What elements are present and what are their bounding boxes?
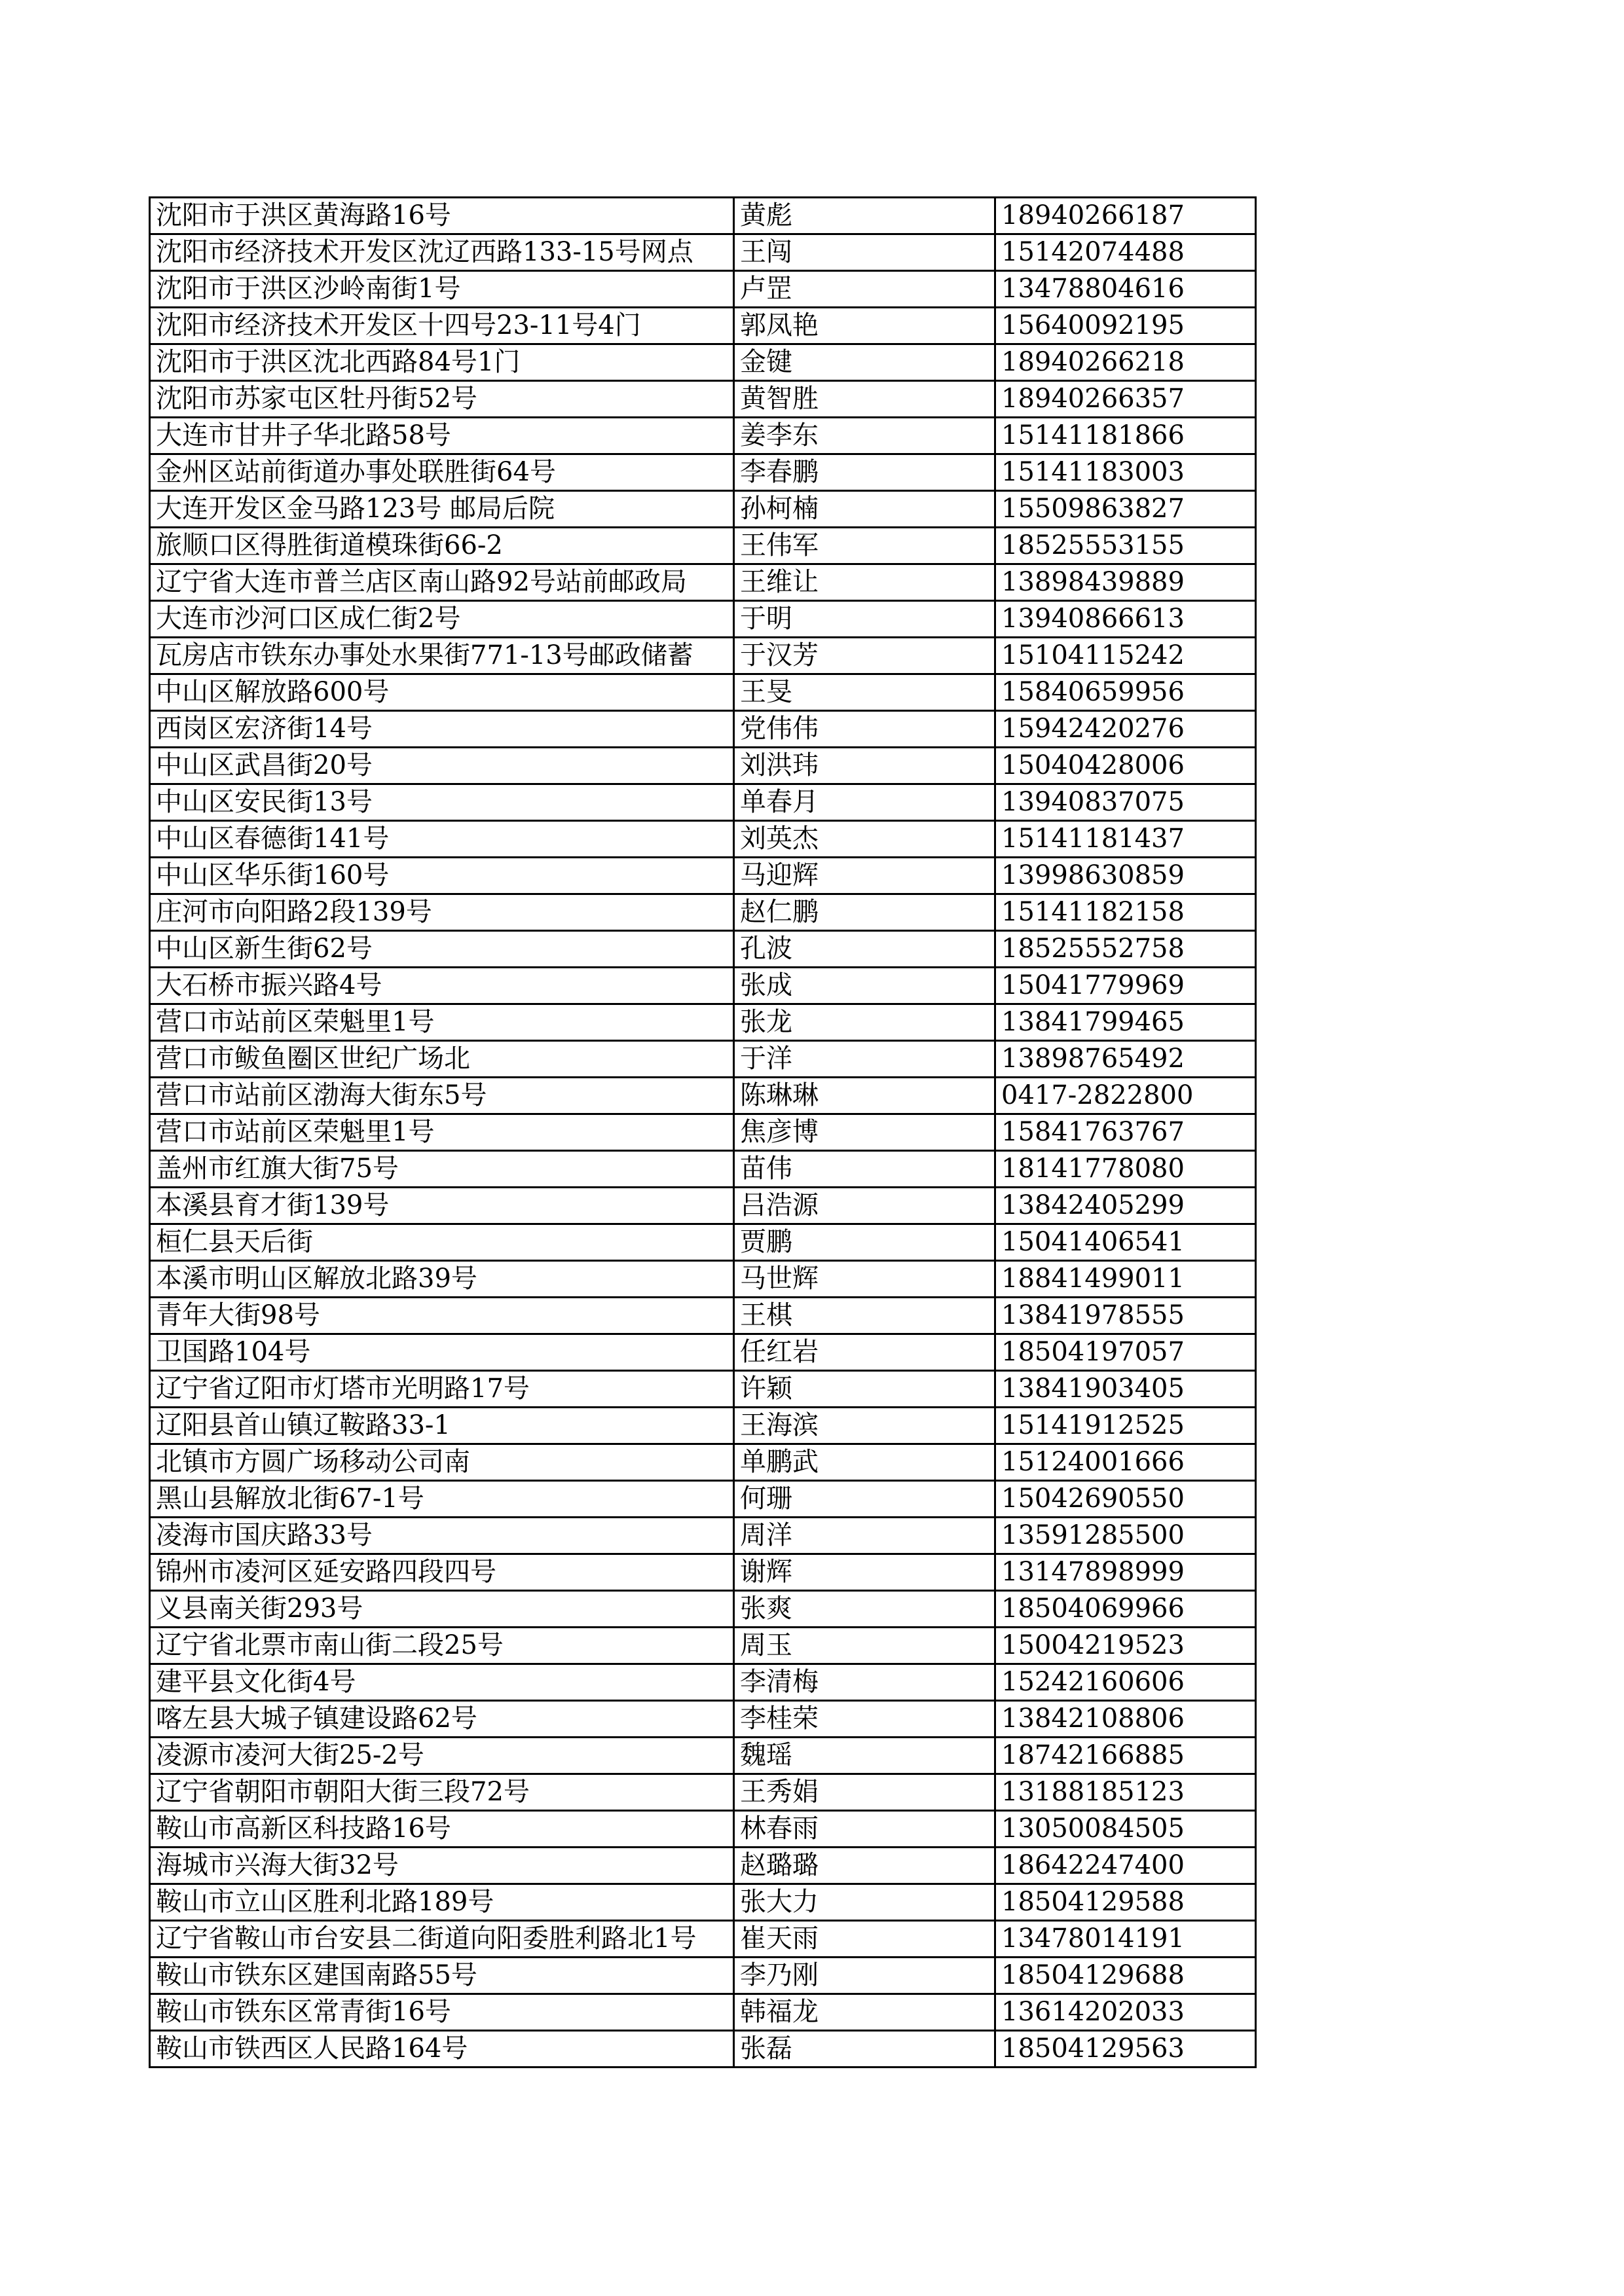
table-row (150, 381, 1256, 418)
phone-cell: 15141181437 (995, 821, 1256, 858)
phone-cell: 15040428006 (995, 748, 1256, 784)
table-row (150, 1701, 1256, 1738)
address-cell: 大石桥市振兴路4号 (150, 968, 734, 1004)
name-cell: 单鹏武 (734, 1444, 995, 1481)
phone-cell: 15242160606 (995, 1664, 1256, 1701)
name-cell: 周洋 (734, 1518, 995, 1554)
table-row (150, 2031, 1256, 2068)
table-row (150, 1151, 1256, 1188)
name-cell: 张大力 (734, 1884, 995, 1921)
phone-cell: 13998630859 (995, 858, 1256, 894)
address-cell: 沈阳市苏家屯区牡丹街52号 (150, 381, 734, 418)
contact-table (149, 196, 1257, 2068)
phone-cell: 13898765492 (995, 1041, 1256, 1078)
name-cell: 于洋 (734, 1041, 995, 1078)
name-cell: 李清梅 (734, 1664, 995, 1701)
phone-cell: 18742166885 (995, 1738, 1256, 1774)
table-row (150, 1628, 1256, 1664)
address-cell: 鞍山市高新区科技路16号 (150, 1811, 734, 1848)
name-cell: 崔天雨 (734, 1921, 995, 1958)
name-cell: 张磊 (734, 2031, 995, 2068)
name-cell: 张成 (734, 968, 995, 1004)
table-row (150, 1811, 1256, 1848)
name-cell: 马世辉 (734, 1261, 995, 1298)
phone-cell: 13478804616 (995, 271, 1256, 308)
address-cell: 瓦房店市铁东办事处水果街771-13号邮政储蓄 (150, 638, 734, 674)
phone-cell: 13050084505 (995, 1811, 1256, 1848)
phone-cell: 13147898999 (995, 1554, 1256, 1591)
phone-cell: 15640092195 (995, 308, 1256, 344)
address-cell: 中山区新生街62号 (150, 931, 734, 968)
address-cell: 中山区解放路600号 (150, 674, 734, 711)
name-cell: 黄智胜 (734, 381, 995, 418)
phone-cell: 13842108806 (995, 1701, 1256, 1738)
phone-cell: 13841978555 (995, 1298, 1256, 1334)
address-cell: 北镇市方圆广场移动公司南 (150, 1444, 734, 1481)
phone-cell: 18504129688 (995, 1958, 1256, 1994)
address-cell: 旅顺口区得胜街道模珠街66-2 (150, 528, 734, 564)
phone-cell: 18504129588 (995, 1884, 1256, 1921)
table-row (150, 968, 1256, 1004)
name-cell: 李乃刚 (734, 1958, 995, 1994)
name-cell: 张爽 (734, 1591, 995, 1628)
name-cell: 黄彪 (734, 198, 995, 234)
name-cell: 贾鹏 (734, 1224, 995, 1261)
table-row (150, 308, 1256, 344)
name-cell: 赵仁鹏 (734, 894, 995, 931)
address-cell: 喀左县大城子镇建设路62号 (150, 1701, 734, 1738)
name-cell: 王棋 (734, 1298, 995, 1334)
table-row (150, 711, 1256, 748)
address-cell: 鞍山市立山区胜利北路189号 (150, 1884, 734, 1921)
address-cell: 大连市沙河口区成仁街2号 (150, 601, 734, 638)
phone-cell: 15141181866 (995, 418, 1256, 454)
address-cell: 沈阳市于洪区黄海路16号 (150, 198, 734, 234)
phone-cell: 13940866613 (995, 601, 1256, 638)
table-row (150, 418, 1256, 454)
name-cell: 于汉芳 (734, 638, 995, 674)
address-cell: 辽宁省朝阳市朝阳大街三段72号 (150, 1774, 734, 1811)
table-row (150, 638, 1256, 674)
phone-cell: 18841499011 (995, 1261, 1256, 1298)
table-row (150, 821, 1256, 858)
name-cell: 李桂荣 (734, 1701, 995, 1738)
name-cell: 吕浩源 (734, 1188, 995, 1224)
address-cell: 卫国路104号 (150, 1334, 734, 1371)
name-cell: 赵璐璐 (734, 1848, 995, 1884)
table-row (150, 1371, 1256, 1408)
table-row (150, 1408, 1256, 1444)
name-cell: 单春月 (734, 784, 995, 821)
address-cell: 中山区华乐街160号 (150, 858, 734, 894)
phone-cell: 13188185123 (995, 1774, 1256, 1811)
table-row (150, 1224, 1256, 1261)
address-cell: 辽宁省鞍山市台安县二街道向阳委胜利路北1号 (150, 1921, 734, 1958)
table-row (150, 1848, 1256, 1884)
phone-cell: 18504129563 (995, 2031, 1256, 2068)
address-cell: 桓仁县天后街 (150, 1224, 734, 1261)
address-cell: 辽宁省辽阳市灯塔市光明路17号 (150, 1371, 734, 1408)
name-cell: 金键 (734, 344, 995, 381)
name-cell: 陈琳琳 (734, 1078, 995, 1114)
address-cell: 营口市站前区荣魁里1号 (150, 1004, 734, 1041)
address-cell: 辽阳县首山镇辽鞍路33-1 (150, 1408, 734, 1444)
phone-cell: 15141912525 (995, 1408, 1256, 1444)
name-cell: 王闯 (734, 234, 995, 271)
phone-cell: 18642247400 (995, 1848, 1256, 1884)
name-cell: 谢辉 (734, 1554, 995, 1591)
name-cell: 魏瑶 (734, 1738, 995, 1774)
address-cell: 锦州市凌河区延安路四段四号 (150, 1554, 734, 1591)
name-cell: 王旻 (734, 674, 995, 711)
table-row (150, 564, 1256, 601)
name-cell: 李春鹏 (734, 454, 995, 491)
address-cell: 营口市站前区渤海大街东5号 (150, 1078, 734, 1114)
name-cell: 焦彦博 (734, 1114, 995, 1151)
table-row (150, 1444, 1256, 1481)
name-cell: 姜李东 (734, 418, 995, 454)
phone-cell: 13841903405 (995, 1371, 1256, 1408)
name-cell: 孔波 (734, 931, 995, 968)
name-cell: 王秀娟 (734, 1774, 995, 1811)
table-row (150, 1481, 1256, 1518)
phone-cell: 18504069966 (995, 1591, 1256, 1628)
address-cell: 沈阳市于洪区沙岭南街1号 (150, 271, 734, 308)
name-cell: 孙柯楠 (734, 491, 995, 528)
table-row (150, 1884, 1256, 1921)
address-cell: 鞍山市铁东区建国南路55号 (150, 1958, 734, 1994)
phone-cell: 0417-2822800 (995, 1078, 1256, 1114)
phone-cell: 15942420276 (995, 711, 1256, 748)
name-cell: 郭凤艳 (734, 308, 995, 344)
name-cell: 王维让 (734, 564, 995, 601)
phone-cell: 13898439889 (995, 564, 1256, 601)
table-row (150, 271, 1256, 308)
phone-cell: 13940837075 (995, 784, 1256, 821)
table-row (150, 1518, 1256, 1554)
phone-cell: 13614202033 (995, 1994, 1256, 2031)
phone-cell: 15104115242 (995, 638, 1256, 674)
address-cell: 大连开发区金马路123号 邮局后院 (150, 491, 734, 528)
name-cell: 刘洪玮 (734, 748, 995, 784)
address-cell: 沈阳市于洪区沈北西路84号1门 (150, 344, 734, 381)
table-row (150, 1078, 1256, 1114)
name-cell: 周玉 (734, 1628, 995, 1664)
address-cell: 中山区春德街141号 (150, 821, 734, 858)
phone-cell: 15041779969 (995, 968, 1256, 1004)
address-cell: 辽宁省大连市普兰店区南山路92号站前邮政局 (150, 564, 734, 601)
table-row (150, 1921, 1256, 1958)
table-row (150, 1664, 1256, 1701)
name-cell: 马迎辉 (734, 858, 995, 894)
address-cell: 海城市兴海大街32号 (150, 1848, 734, 1884)
name-cell: 党伟伟 (734, 711, 995, 748)
table-row (150, 1298, 1256, 1334)
table-row (150, 491, 1256, 528)
name-cell: 张龙 (734, 1004, 995, 1041)
phone-cell: 18940266357 (995, 381, 1256, 418)
table-row (150, 1114, 1256, 1151)
table-row (150, 1738, 1256, 1774)
phone-cell: 15004219523 (995, 1628, 1256, 1664)
address-cell: 黑山县解放北街67-1号 (150, 1481, 734, 1518)
table-row (150, 784, 1256, 821)
table-row (150, 344, 1256, 381)
address-cell: 本溪县育才街139号 (150, 1188, 734, 1224)
phone-cell: 15841763767 (995, 1114, 1256, 1151)
contact-table-body (150, 198, 1256, 2068)
phone-cell: 15042690550 (995, 1481, 1256, 1518)
table-row (150, 858, 1256, 894)
phone-cell: 13841799465 (995, 1004, 1256, 1041)
table-row (150, 528, 1256, 564)
name-cell: 刘英杰 (734, 821, 995, 858)
phone-cell: 15124001666 (995, 1444, 1256, 1481)
table-row (150, 894, 1256, 931)
table-row (150, 1958, 1256, 1994)
phone-cell: 18141778080 (995, 1151, 1256, 1188)
table-row (150, 674, 1256, 711)
address-cell: 凌源市凌河大街25-2号 (150, 1738, 734, 1774)
name-cell: 林春雨 (734, 1811, 995, 1848)
phone-cell: 15142074488 (995, 234, 1256, 271)
table-row (150, 601, 1256, 638)
phone-cell: 18940266218 (995, 344, 1256, 381)
address-cell: 大连市甘井子华北路58号 (150, 418, 734, 454)
phone-cell: 15840659956 (995, 674, 1256, 711)
address-cell: 辽宁省北票市南山街二段25号 (150, 1628, 734, 1664)
name-cell: 任红岩 (734, 1334, 995, 1371)
address-cell: 营口市站前区荣魁里1号 (150, 1114, 734, 1151)
name-cell: 何珊 (734, 1481, 995, 1518)
address-cell: 本溪市明山区解放北路39号 (150, 1261, 734, 1298)
table-row (150, 1591, 1256, 1628)
address-cell: 营口市鲅鱼圈区世纪广场北 (150, 1041, 734, 1078)
address-cell: 鞍山市铁东区常青街16号 (150, 1994, 734, 2031)
phone-cell: 18940266187 (995, 198, 1256, 234)
address-cell: 建平县文化街4号 (150, 1664, 734, 1701)
phone-cell: 15141182158 (995, 894, 1256, 931)
phone-cell: 13478014191 (995, 1921, 1256, 1958)
table-row (150, 1774, 1256, 1811)
address-cell: 凌海市国庆路33号 (150, 1518, 734, 1554)
table-row (150, 454, 1256, 491)
address-cell: 西岗区宏济街14号 (150, 711, 734, 748)
table-row (150, 1261, 1256, 1298)
name-cell: 于明 (734, 601, 995, 638)
phone-cell: 18525553155 (995, 528, 1256, 564)
table-row (150, 1554, 1256, 1591)
address-cell: 义县南关街293号 (150, 1591, 734, 1628)
phone-cell: 13591285500 (995, 1518, 1256, 1554)
name-cell: 苗伟 (734, 1151, 995, 1188)
phone-cell: 13842405299 (995, 1188, 1256, 1224)
name-cell: 韩福龙 (734, 1994, 995, 2031)
table-row (150, 1041, 1256, 1078)
phone-cell: 18525552758 (995, 931, 1256, 968)
phone-cell: 15509863827 (995, 491, 1256, 528)
name-cell: 卢罡 (734, 271, 995, 308)
address-cell: 鞍山市铁西区人民路164号 (150, 2031, 734, 2068)
phone-cell: 15141183003 (995, 454, 1256, 491)
address-cell: 盖州市红旗大街75号 (150, 1151, 734, 1188)
table-row (150, 234, 1256, 271)
address-cell: 沈阳市经济技术开发区十四号23-11号4门 (150, 308, 734, 344)
name-cell: 王海滨 (734, 1408, 995, 1444)
table-row (150, 931, 1256, 968)
name-cell: 王伟军 (734, 528, 995, 564)
address-cell: 青年大街98号 (150, 1298, 734, 1334)
table-row (150, 198, 1256, 234)
address-cell: 金州区站前街道办事处联胜街64号 (150, 454, 734, 491)
phone-cell: 18504197057 (995, 1334, 1256, 1371)
table-row (150, 748, 1256, 784)
table-row (150, 1188, 1256, 1224)
address-cell: 中山区武昌街20号 (150, 748, 734, 784)
table-row (150, 1334, 1256, 1371)
address-cell: 庄河市向阳路2段139号 (150, 894, 734, 931)
table-row (150, 1004, 1256, 1041)
address-cell: 中山区安民街13号 (150, 784, 734, 821)
table-row (150, 1994, 1256, 2031)
name-cell: 许颖 (734, 1371, 995, 1408)
phone-cell: 15041406541 (995, 1224, 1256, 1261)
address-cell: 沈阳市经济技术开发区沈辽西路133-15号网点 (150, 234, 734, 271)
